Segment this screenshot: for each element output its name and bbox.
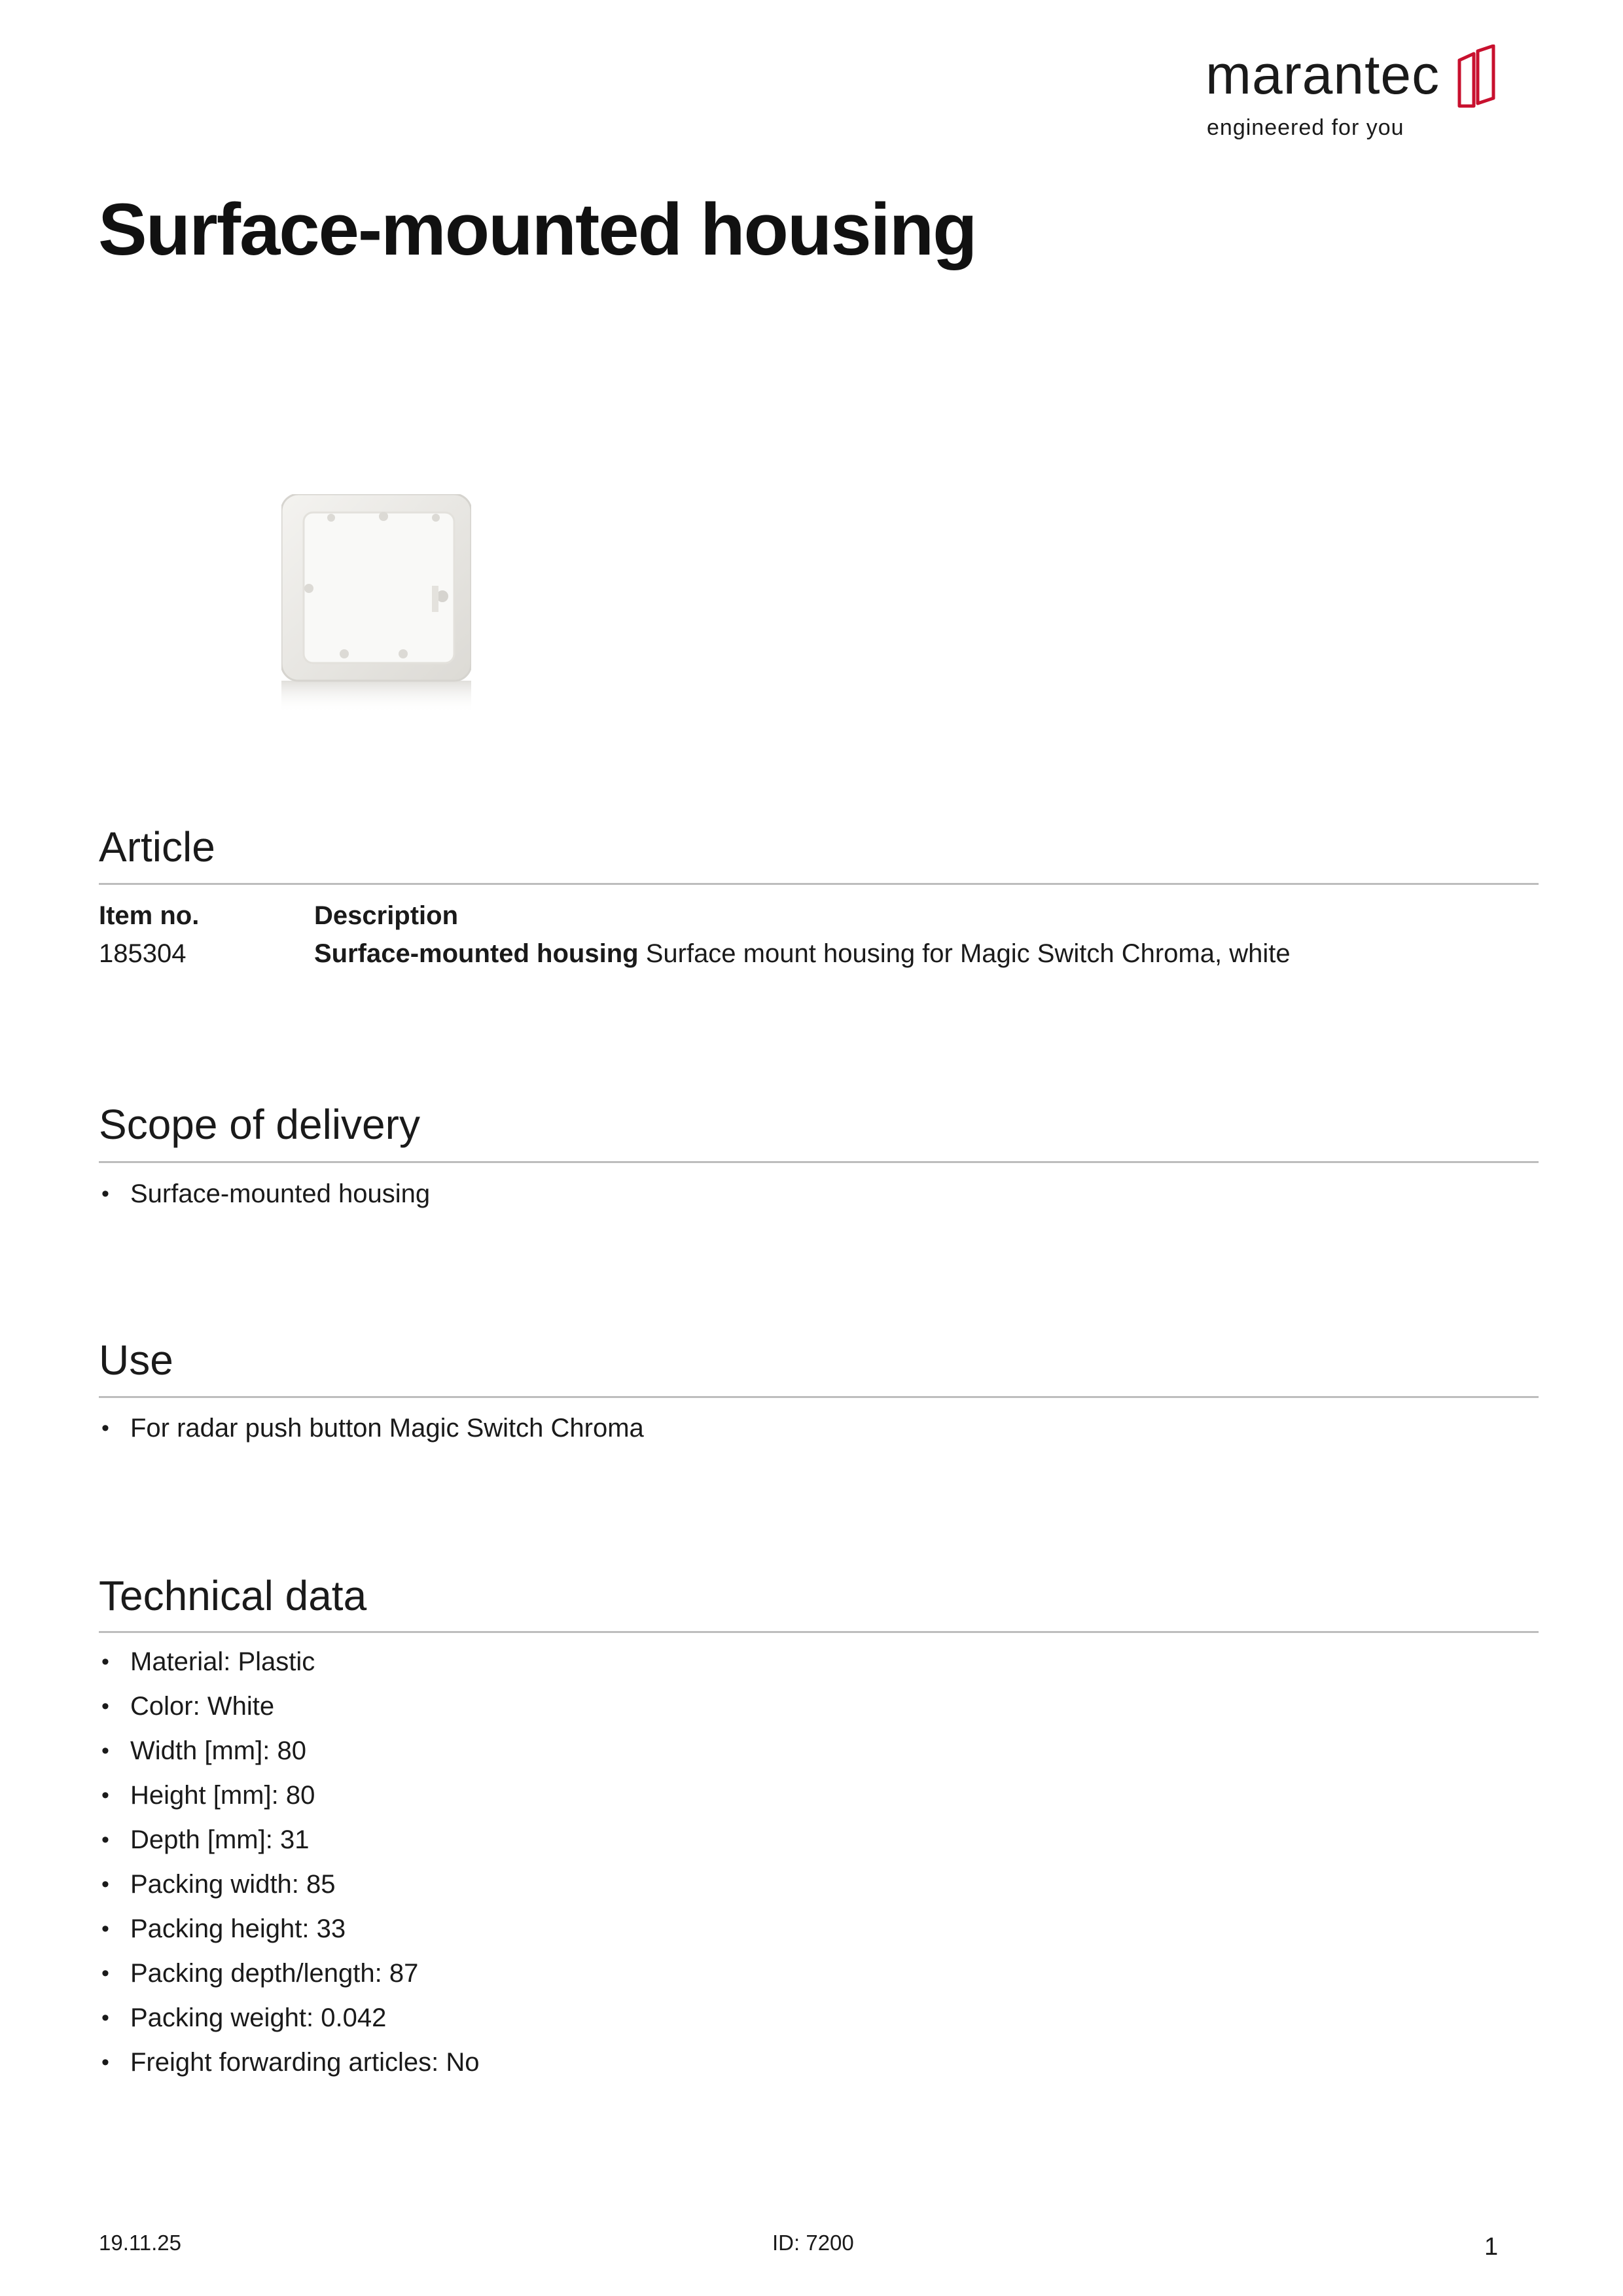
description-text: Surface mount housing for Magic Switch Chroma, white [645, 939, 1291, 968]
list-item: • Width [mm]: 80 [99, 1729, 480, 1773]
technical-list [99, 1640, 480, 2085]
article-divider [99, 883, 1539, 885]
use-divider [99, 1396, 1539, 1398]
use-heading: Use [99, 1336, 173, 1384]
list-item: • Packing weight: 0.042 [99, 1996, 480, 2040]
list-item: • Surface-mounted housing [99, 1172, 430, 1216]
technical-heading: Technical data [99, 1572, 367, 1619]
footer-id: ID: 7200 [772, 2231, 854, 2255]
list-item: • Freight forwarding articles: No [99, 2040, 480, 2085]
article-heading: Article [99, 823, 215, 870]
page-number: 1 [1484, 2233, 1499, 2261]
list-item: • Color: White [99, 1684, 480, 1729]
scope-divider [99, 1161, 1539, 1163]
brand-tagline: engineered for you [1207, 115, 1404, 140]
footer-date: 19.11.25 [99, 2231, 182, 2255]
list-item: • Depth [mm]: 31 [99, 1818, 480, 1862]
description-value [314, 941, 1291, 967]
list-item: • Height [mm]: 80 [99, 1773, 480, 1818]
list-item: • Packing height: 33 [99, 1907, 480, 1951]
brand-logo-wordmark: marantec [1205, 44, 1440, 105]
page-title: Surface-mounted housing [98, 188, 976, 270]
scope-heading: Scope of delivery [99, 1101, 420, 1148]
list-item: • Packing width: 85 [99, 1862, 480, 1907]
list-item: • Packing depth/length: 87 [99, 1951, 480, 1996]
door-panel-mark-icon [1454, 45, 1500, 110]
list-item: • Material: Plastic [99, 1640, 480, 1684]
list-item: • For radar push button Magic Switch Chroma [99, 1406, 644, 1450]
item-no-value: 185304 [99, 939, 187, 968]
scope-list [99, 1172, 430, 1216]
description-header: Description [314, 901, 459, 930]
product-image [281, 494, 471, 723]
use-list [99, 1406, 644, 1450]
item-no-header: Item no. [99, 901, 200, 930]
description-product-name: Surface-mounted housing [314, 939, 639, 968]
technical-divider [99, 1631, 1539, 1633]
